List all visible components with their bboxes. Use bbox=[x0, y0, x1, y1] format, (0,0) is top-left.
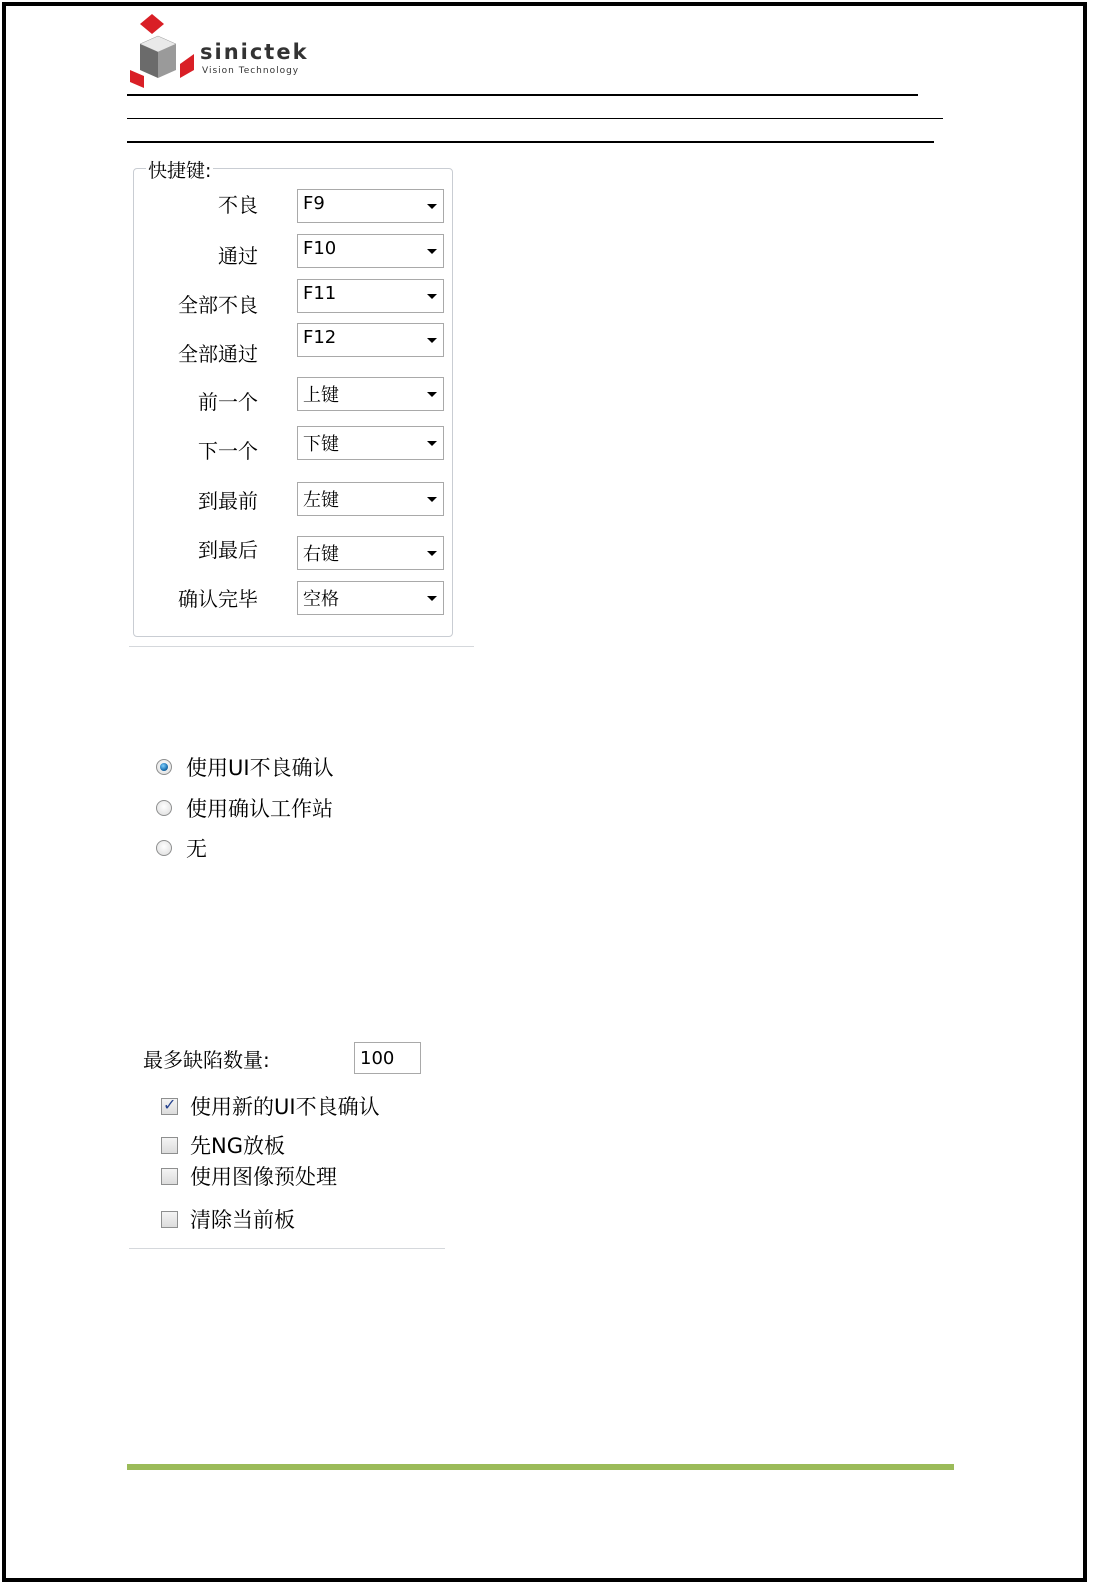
check-label-clear-board: 清除当前板 bbox=[190, 1208, 295, 1232]
shortcut-select-next[interactable] bbox=[297, 426, 444, 460]
chevron-down-icon bbox=[427, 596, 437, 601]
shortcut-value-next: 下键 bbox=[303, 434, 339, 455]
shortcut-label-pass: 通过 bbox=[218, 244, 258, 268]
check-option-image-preprocess[interactable] bbox=[161, 1161, 337, 1191]
shortcut-value-confirm-done: 空格 bbox=[303, 589, 339, 610]
shortcut-value-pass-all: F12 bbox=[303, 327, 337, 348]
chevron-down-icon bbox=[427, 204, 437, 209]
check-label-image-preprocess: 使用图像预处理 bbox=[190, 1165, 337, 1189]
check-label-new-ui-confirm: 使用新的UI不良确认 bbox=[190, 1095, 380, 1119]
check-option-new-ui-confirm[interactable] bbox=[161, 1091, 380, 1121]
section-separator bbox=[129, 646, 474, 647]
chevron-down-icon bbox=[427, 294, 437, 299]
shortcut-select-reject[interactable] bbox=[297, 189, 444, 223]
radio-option-ui-confirm[interactable] bbox=[156, 752, 334, 782]
header-rule-1 bbox=[127, 94, 918, 96]
radio-option-confirm-station[interactable] bbox=[156, 793, 333, 823]
shortcut-select-last[interactable] bbox=[297, 536, 444, 570]
shortcut-label-reject-all: 全部不良 bbox=[178, 293, 258, 317]
max-defects-label: 最多缺陷数量: bbox=[143, 1048, 270, 1072]
shortcut-select-pass-all[interactable] bbox=[297, 323, 444, 357]
shortcut-select-first[interactable] bbox=[297, 482, 444, 516]
shortcut-select-confirm-done[interactable] bbox=[297, 581, 444, 615]
check-label-ng-release-first: 先NG放板 bbox=[190, 1134, 285, 1158]
shortcut-select-previous[interactable] bbox=[297, 377, 444, 411]
shortcut-value-previous: 上键 bbox=[303, 385, 339, 406]
header-rule-3 bbox=[127, 141, 934, 143]
check-option-ng-release-first[interactable] bbox=[161, 1130, 285, 1160]
header-rule-2 bbox=[127, 118, 943, 119]
chevron-down-icon bbox=[427, 338, 437, 343]
chevron-down-icon bbox=[427, 497, 437, 502]
section-separator bbox=[129, 1248, 445, 1249]
max-defects-input[interactable]: 100 bbox=[354, 1042, 421, 1074]
chevron-down-icon bbox=[427, 441, 437, 446]
radio-label-ui-confirm: 使用UI不良确认 bbox=[186, 756, 334, 780]
chevron-down-icon bbox=[427, 551, 437, 556]
shortcut-label-next: 下一个 bbox=[198, 439, 258, 463]
checkbox-unchecked-icon[interactable] bbox=[161, 1137, 178, 1154]
radio-label-confirm-station: 使用确认工作站 bbox=[186, 797, 333, 821]
checkbox-unchecked-icon[interactable] bbox=[161, 1168, 178, 1185]
chevron-down-icon bbox=[427, 392, 437, 397]
shortcut-label-previous: 前一个 bbox=[198, 390, 258, 414]
shortcut-select-pass[interactable] bbox=[297, 234, 444, 268]
radio-label-none: 无 bbox=[186, 837, 207, 861]
shortcut-group-title: 快捷键: bbox=[146, 156, 213, 183]
radio-unselected-icon[interactable] bbox=[156, 840, 172, 856]
shortcut-value-last: 右键 bbox=[303, 544, 339, 565]
logo-tagline: Vision Technology bbox=[202, 66, 300, 76]
shortcut-value-pass: F10 bbox=[303, 238, 337, 259]
shortcut-value-reject: F9 bbox=[303, 193, 325, 214]
shortcut-label-confirm-done: 确认完毕 bbox=[178, 587, 258, 611]
radio-unselected-icon[interactable] bbox=[156, 800, 172, 816]
shortcut-label-pass-all: 全部通过 bbox=[178, 342, 258, 366]
shortcut-label-reject: 不良 bbox=[218, 193, 258, 217]
shortcut-label-first: 到最前 bbox=[198, 489, 258, 513]
shortcut-label-last: 到最后 bbox=[198, 538, 258, 562]
checkbox-checked-icon[interactable] bbox=[161, 1098, 178, 1115]
footer-bar bbox=[127, 1464, 954, 1470]
check-option-clear-board[interactable] bbox=[161, 1204, 295, 1234]
radio-option-none[interactable] bbox=[156, 833, 207, 863]
chevron-down-icon bbox=[427, 249, 437, 254]
shortcut-select-reject-all[interactable] bbox=[297, 279, 444, 313]
checkbox-unchecked-icon[interactable] bbox=[161, 1211, 178, 1228]
logo-name: sinictek bbox=[200, 40, 309, 64]
shortcut-value-reject-all: F11 bbox=[303, 283, 337, 304]
shortcut-value-first: 左键 bbox=[303, 490, 339, 511]
radio-selected-icon[interactable] bbox=[156, 759, 172, 775]
